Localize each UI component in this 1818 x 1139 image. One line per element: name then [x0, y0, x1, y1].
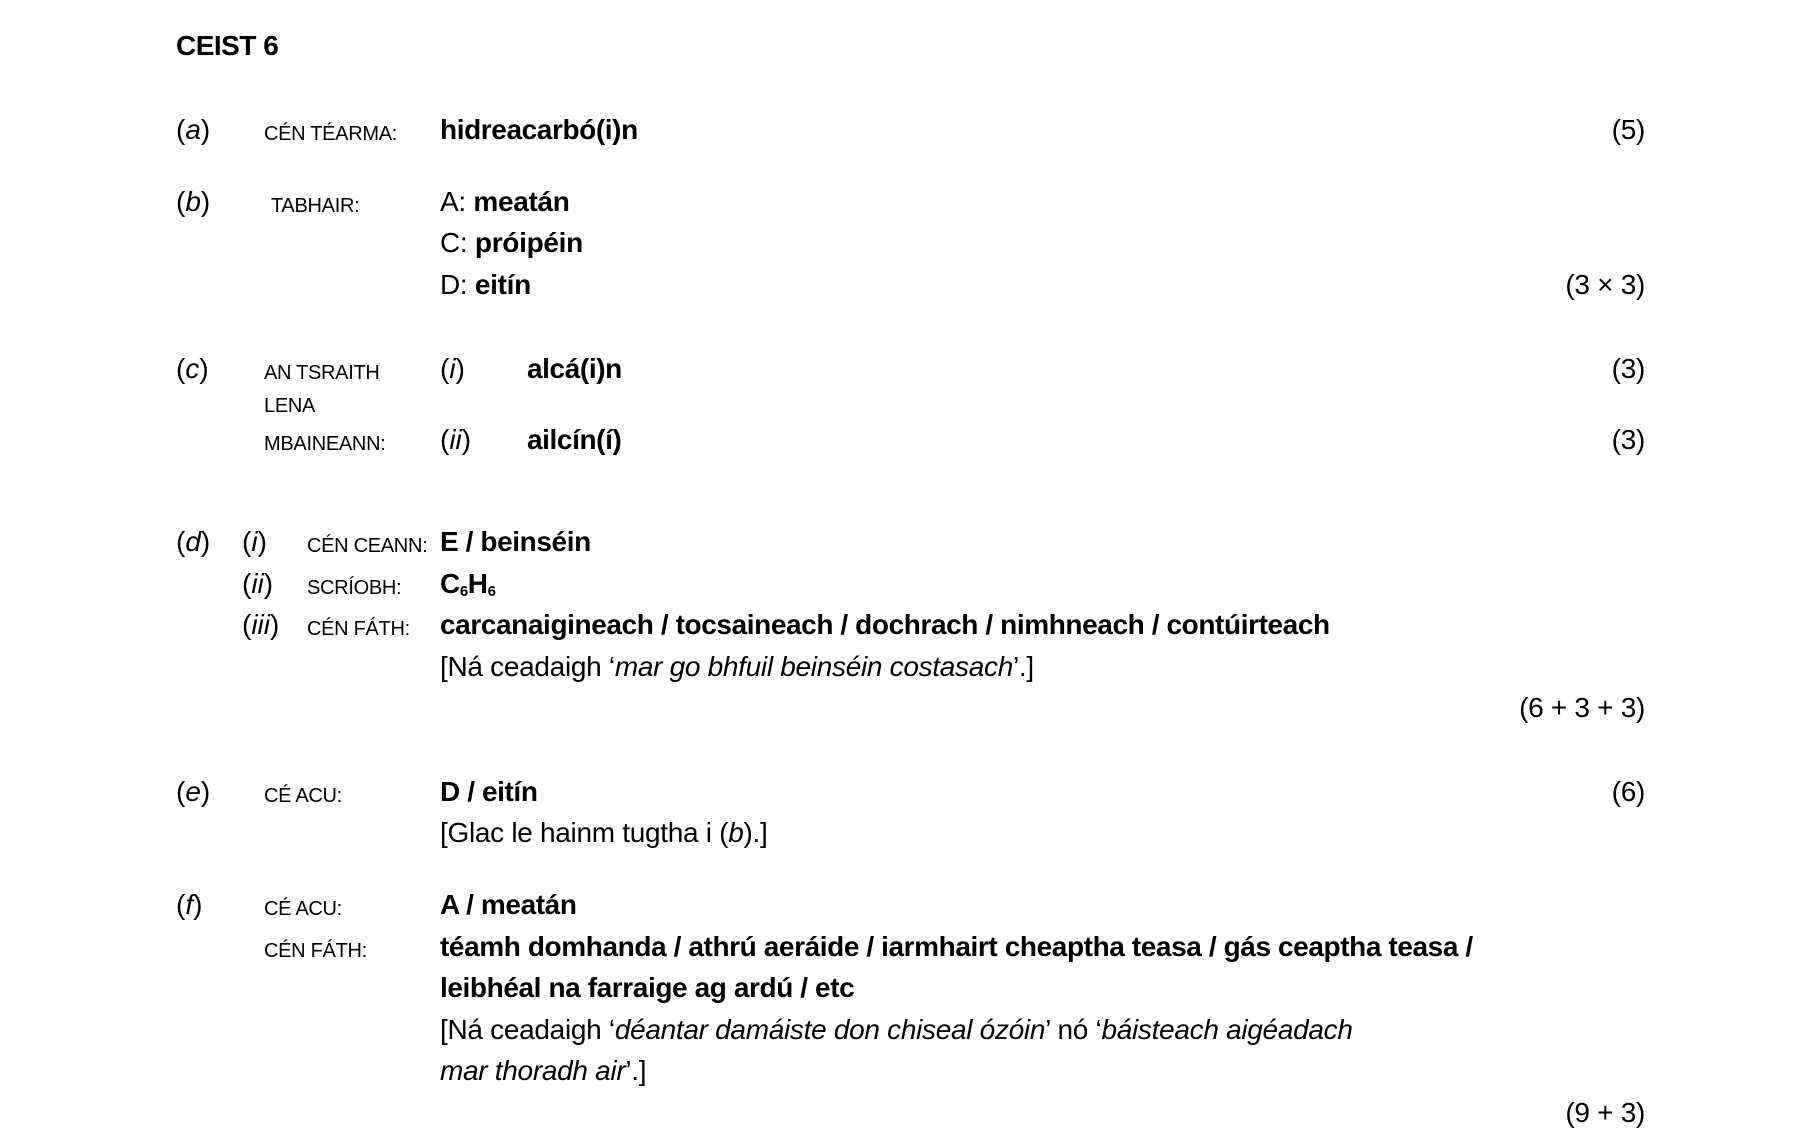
part-d-ii-formula: $C_6H_6$ — [440, 568, 496, 600]
part-c-ii-marks: (3) — [1611, 424, 1645, 455]
part-d-i-prompt: CÉN CEANN: — [307, 535, 428, 557]
part-c-prompt-line2: LENA — [264, 395, 316, 417]
part-c-prompt-line1: AN TSRAITH — [264, 362, 380, 384]
part-d-ii-prompt: SCRÍOBH: — [307, 577, 402, 599]
part-c-label: (c) — [176, 353, 209, 384]
part-f-note-line1: [Ná ceadaigh ‘déantar damáiste don chiseal ózóin’ nó ‘báisteach aigéadach — [440, 1014, 1353, 1045]
question-title: CEIST 6 — [176, 30, 279, 61]
part-d-iii-label: (iii) — [242, 609, 280, 640]
part-d-marks: (6 + 3 + 3) — [1519, 692, 1645, 723]
part-e-marks: (6) — [1611, 776, 1645, 807]
part-a-marks: (5) — [1611, 114, 1645, 145]
part-c-prompt-line3: MBAINEANN: — [264, 433, 386, 455]
part-f-label: (f) — [176, 889, 203, 920]
part-f-answer-reason-line2: leibhéal na farraige ag ardú / etc — [440, 972, 855, 1003]
part-c-i-answer: alcá(i)n — [527, 353, 622, 384]
part-c-ii-label: (ii) — [440, 424, 472, 455]
part-d-iii-answer: carcanaigineach / tocsaineach / dochrach / nimhneach / contúirteach — [440, 609, 1330, 640]
part-d-i-label: (i) — [242, 526, 267, 557]
part-c-i-label: (i) — [440, 353, 465, 384]
part-e-prompt: CÉ ACU: — [264, 785, 342, 807]
part-b-item-c: C: próipéin — [440, 227, 583, 258]
part-b-item-d: D: eitín — [440, 269, 531, 300]
part-e-note: [Glac le hainm tugtha i (b).] — [440, 817, 768, 848]
part-b-label: (b) — [176, 186, 211, 217]
part-f-prompt-reason: CÉN FÁTH: — [264, 940, 367, 962]
part-f-answer-which: A / meatán — [440, 889, 577, 920]
part-a-answer: hidreacarbó(i)n — [440, 114, 638, 145]
part-c-ii-answer: ailcín(í) — [527, 424, 622, 455]
part-d-label: (d) — [176, 526, 211, 557]
part-b-item-a: A: meatán — [440, 186, 570, 217]
part-e-label: (e) — [176, 776, 211, 807]
part-f-marks: (9 + 3) — [1565, 1097, 1645, 1128]
part-b-prompt: TABHAIR: — [271, 195, 360, 217]
part-f-note-line2: mar thoradh air’.] — [440, 1055, 647, 1086]
part-b-marks: (3 × 3) — [1565, 269, 1645, 300]
part-f-prompt-which: CÉ ACU: — [264, 898, 342, 920]
part-f-answer-reason-line1: téamh domhanda / athrú aeráide / iarmhairt cheaptha teasa / gás ceaptha teasa / — [440, 931, 1473, 962]
part-d-ii-label: (ii) — [242, 568, 274, 599]
part-d-iii-prompt: CÉN FÁTH: — [307, 618, 410, 640]
part-d-note: [Ná ceadaigh ‘mar go bhfuil beinséin costasach’.] — [440, 651, 1034, 682]
part-a-prompt: CÉN TÉARMA: — [264, 123, 398, 145]
part-d-i-answer: E / beinséin — [440, 526, 591, 557]
part-e-answer: D / eitín — [440, 776, 538, 807]
part-a-label: (a) — [176, 114, 211, 145]
part-c-i-marks: (3) — [1611, 353, 1645, 384]
